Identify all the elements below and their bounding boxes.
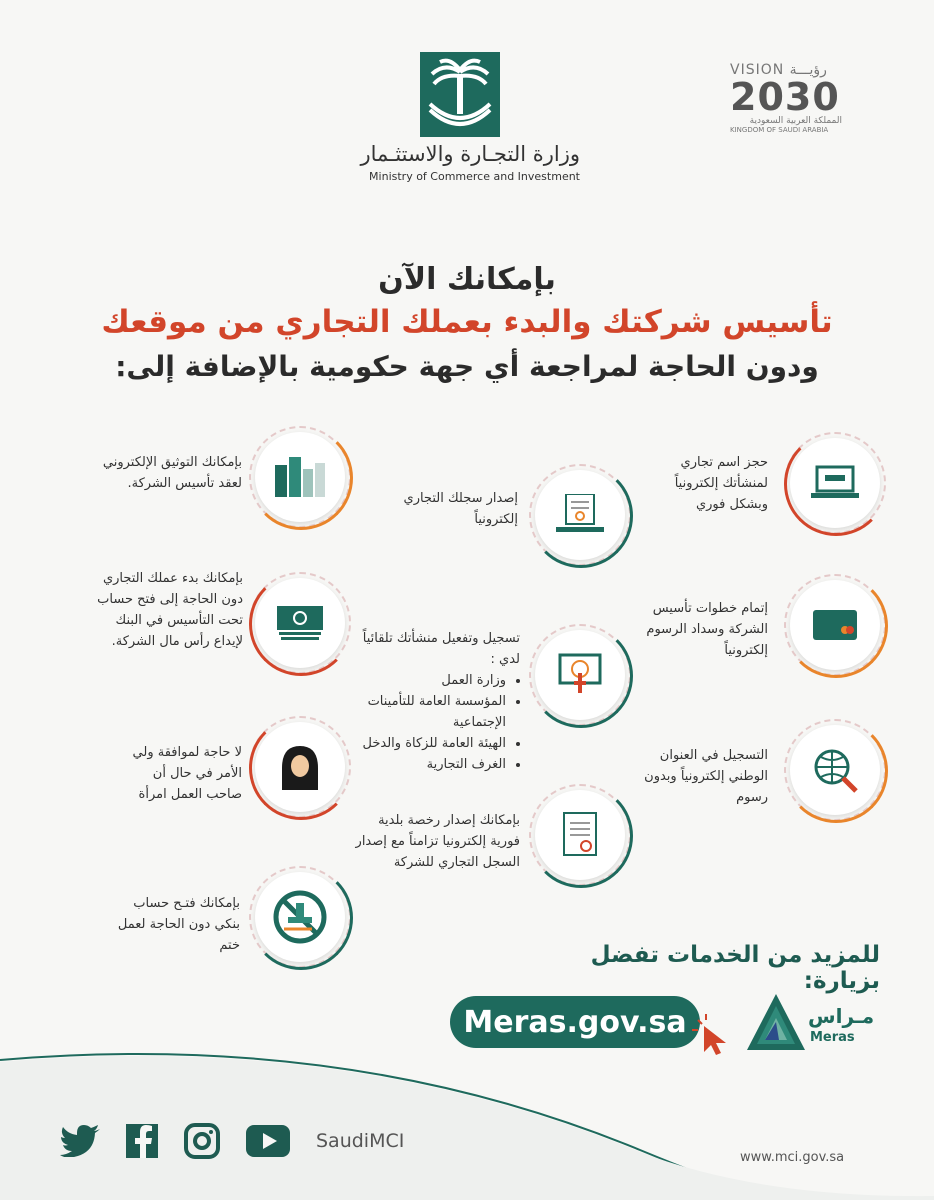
- cr-issuance-text: إصدار سجلك التجاري إلكترونياً: [403, 491, 518, 527]
- credit-card-icon: [813, 610, 857, 640]
- municipal-license-text: بإمكانك إصدار رخصة بلدية فورية إلكترونيا تزامناً مع إصدار السجل التجاري للشركة: [355, 813, 520, 870]
- no-stamp-icon: [272, 889, 328, 945]
- vision-year: 2030: [730, 75, 840, 119]
- headline-line-2: تأسيس شركتك والبدء بعملك التجاري من موقعك: [101, 304, 833, 340]
- name-reservation-text: حجز اسم تجاري لمنشأتك إلكترونياً وبشكل فوري: [674, 455, 768, 512]
- license-document-icon: [560, 811, 600, 859]
- ministry-name-ar: وزارة التجـارة والاستثـمار: [360, 142, 580, 166]
- e-notarization-circle: [255, 432, 345, 522]
- national-address-text: التسجيل في العنوان الوطني إلكترونياً وبدون رسوم: [644, 748, 768, 805]
- no-bank-account-text: بإمكانك بدء عملك التجاري دون الحاجة إلى فتح حساب تحت التأسيس في البنك لإيداع رأس مال الشركة.: [97, 571, 243, 649]
- vision-kingdom-ar: المملكة العربية السعودية: [749, 116, 842, 126]
- list-item: • الهيئة العامة للزكاة والدخل: [360, 733, 506, 754]
- vision-label: VISION رؤيـــة: [730, 62, 827, 78]
- no-bank-account-circle: [255, 578, 345, 668]
- cash-stack-icon: [277, 606, 323, 640]
- ministry-logo: [330, 52, 590, 141]
- cr-issuance-circle: [535, 470, 625, 560]
- mci-website-link[interactable]: www.mci.gov.sa: [740, 1150, 845, 1165]
- youtube-icon[interactable]: [246, 1125, 290, 1157]
- auto-register-list: [360, 670, 520, 775]
- auto-register-circle: [535, 630, 625, 720]
- facebook-icon[interactable]: [126, 1124, 158, 1158]
- meras-url-button[interactable]: Meras.gov.sa: [450, 996, 700, 1048]
- meras-name-ar: مـراس: [808, 1004, 875, 1028]
- list-item: • المؤسسة العامة للتأمينات الإجتماعية: [360, 691, 506, 733]
- municipal-license-circle: [535, 790, 625, 880]
- incorporation-fees-text: إتمام خطوات تأسيس الشركة وسداد الرسوم إلكترونياً: [646, 601, 768, 658]
- cursor-click-icon: [688, 1012, 732, 1056]
- social-handle: SaudiMCI: [316, 1130, 405, 1152]
- list-item: • الغرف التجارية: [360, 754, 506, 775]
- laptop-icon: [811, 463, 859, 503]
- headline-line-3: ودون الحاجة لمراجعة أي جهة حكومية بالإضافة إلى:: [115, 350, 819, 383]
- meras-logo-icon: [745, 992, 807, 1054]
- no-stamp-text: بإمكانك فتـح حساب بنكي دون الحاجة لعمل ختم: [117, 896, 240, 953]
- auto-register-text: [360, 628, 520, 775]
- more-services-label: للمزيد من الخدمات تفضل بزيارة:: [590, 942, 880, 994]
- vision-kingdom-en: KINGDOM OF SAUDI ARABIA: [730, 126, 829, 134]
- no-stamp-circle: [255, 872, 345, 962]
- twitter-icon[interactable]: [60, 1125, 100, 1157]
- instagram-icon[interactable]: [184, 1123, 220, 1159]
- national-address-circle: [790, 725, 880, 815]
- headline-line-1: بإمكانك الآن: [378, 262, 556, 297]
- woman-avatar-icon: [278, 744, 322, 790]
- no-guardian-circle: [255, 722, 345, 812]
- palm-swords-emblem-icon: [420, 52, 500, 137]
- auto-register-title: تسجيل وتفعيل منشأتك تلقائياً لدي :: [362, 631, 520, 667]
- globe-search-icon: [812, 747, 858, 793]
- meras-name-en: Meras: [810, 1030, 855, 1045]
- social-links: [60, 1123, 404, 1159]
- no-guardian-text: لا حاجة لموافقة ولي الأمر في حال أن صاحب العمل امرأة: [132, 745, 242, 802]
- touch-screen-icon: [556, 653, 604, 697]
- e-notarization-text: بإمكانك التوثيق الإلكتروني لعقد تأسيس الشركة.: [102, 455, 242, 491]
- buildings-icon: [275, 457, 325, 497]
- ministry-name-en: Ministry of Commerce and Investment: [369, 170, 580, 183]
- incorporation-fees-circle: [790, 580, 880, 670]
- list-item: • وزارة العمل: [360, 670, 506, 691]
- vision-2030-logo: [730, 62, 880, 134]
- name-reservation-circle: [790, 438, 880, 528]
- cr-document-laptop-icon: [556, 494, 604, 536]
